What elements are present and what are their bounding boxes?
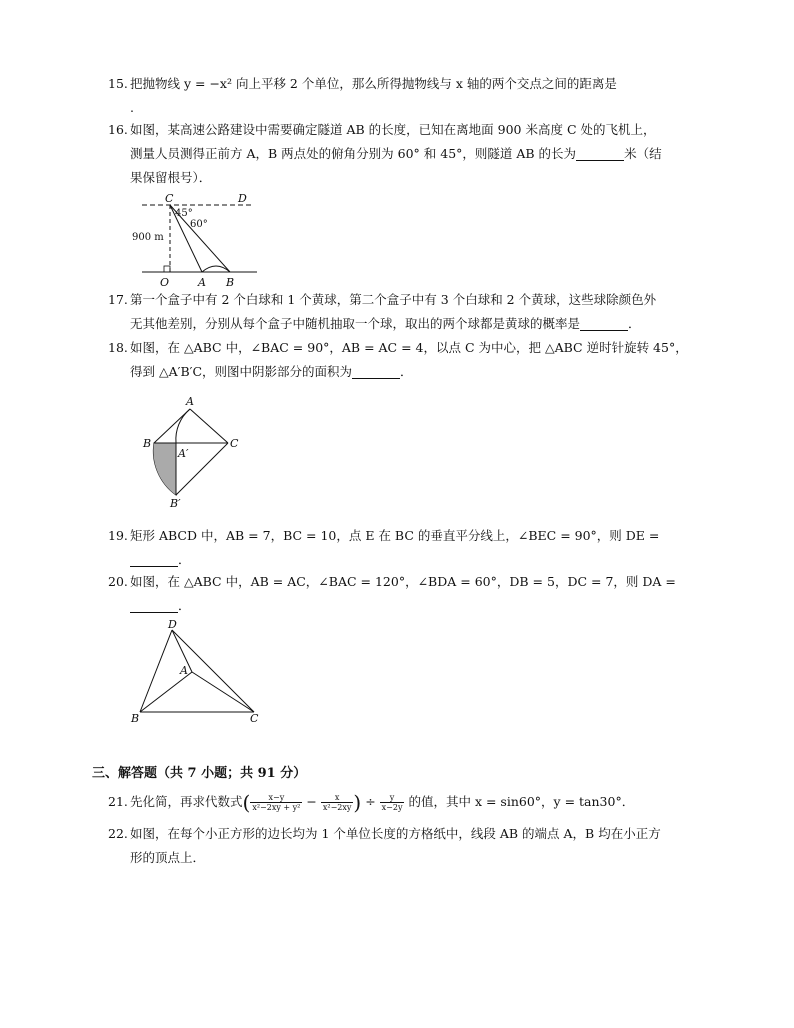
answer-blank[interactable] [130,598,178,613]
question-text: 把抛物线 y = −x² 向上平移 2 个单位，那么所得抛物线与 x 轴的两个交点之间的距离是 [130,76,617,91]
label-A: A [180,664,188,677]
angle-45: 45° [175,208,193,219]
question-text-line2: 无其他差别，分别从每个盒子中随机抽取一个球，取出的两个球都是黄球的概率是 ． [130,316,641,331]
question-text-line2: 形的顶点上． [130,850,206,865]
question-text-line2: ． [130,594,708,618]
label-height: 900 m [132,232,164,243]
question-19 [108,524,708,572]
question-15 [108,72,708,120]
question-text: 如图，某高速公路建设中需要确定隧道 AB 的长度，已知在离地面 900 米高度 C 处的飞机上， [130,122,656,137]
question-text-line2: . [130,100,134,115]
question-18 [108,336,708,384]
label-C: C [250,712,259,724]
question-number: 21. [108,794,128,809]
label-C: C [230,437,239,450]
question-22 [108,822,708,870]
label-D: D [238,192,247,205]
question-text: 如图，在每个小正方形的边长均为 1 个单位长度的方格纸中，线段 AB 的端点 A，B 均在小正方 [130,826,661,841]
label-A: A [186,395,194,408]
question-20 [108,570,708,618]
question-16 [108,118,708,190]
answer-blank[interactable] [576,146,624,161]
label-B: B [143,437,152,450]
label-D: D [168,618,177,631]
figure-tunnel [132,190,272,290]
question-number: 15. [108,76,128,91]
section-title: 三、解答题（共 7 小题；共 91 分） [92,766,307,781]
question-number: 19. [108,528,128,543]
angle-60: 60° [190,219,208,230]
label-A: A [198,276,206,289]
question-text: 第一个盒子中有 2 个白球和 1 个黄球，第二个盒子中有 3 个白球和 2 个黄球，这些球除颜色外 [130,292,657,307]
question-text-line2: ． [130,548,708,572]
question-text: 先化简，再求代数式( $\frac{x-y}{\text{x²−2xy + y²}}$ − $\frac{x}{\text{x²−2xy}}$ ) ÷ $\frac{y}{x-2y}$ 的值，其中 x = sin60°，y = tan30°． [130,790,635,815]
question-21 [108,790,708,815]
question-text: 如图，在 △ABC 中，AB = AC，∠BAC = 120°，∠BDA = 60°，DB = 5，DC = 7，则 DA = [130,574,676,589]
fraction-2: $\frac{x}{\text{x²−2xy}}$ [322,793,352,812]
question-text-line2: 得到 △A′B′C，则图中阴影部分的面积为 ． [130,364,413,379]
answer-blank[interactable] [130,552,178,567]
label-O: O [160,276,170,289]
label-C: C [165,192,174,205]
question-text-line3: 果保留根号）． [130,170,212,185]
question-number: 18. [108,340,128,355]
question-number: 16. [108,122,128,137]
fraction-3: $\frac{y}{x-2y}$ [381,793,403,812]
answer-blank[interactable] [352,364,400,379]
question-number: 17. [108,292,128,307]
answer-blank[interactable] [580,316,628,331]
fraction-1: $\frac{x-y}{\text{x²−2xy + y²}}$ [252,793,301,812]
figure-triangle-abcd [128,618,268,724]
figure-rotation [140,395,250,510]
label-B: B [226,276,235,289]
question-17 [108,288,708,336]
question-text-line2: 测量人员测得正前方 A，B 两点处的俯角分别为 60° 和 45°，则隧道 AB 的长为 米（结 [130,146,662,161]
question-number: 22. [108,826,128,841]
question-number: 20. [108,574,128,589]
question-text: 如图，在 △ABC 中，∠BAC = 90°，AB = AC = 4，以点 C 为中心，把 △ABC 逆时针旋转 45°， [130,340,688,355]
label-B-prime: B′ [170,497,181,510]
label-A-prime: A′ [178,447,189,460]
question-text: 矩形 ABCD 中，AB = 7，BC = 10，点 E 在 BC 的垂直平分线上，∠BEC = 90°，则 DE = [130,528,660,543]
label-B: B [131,712,140,724]
